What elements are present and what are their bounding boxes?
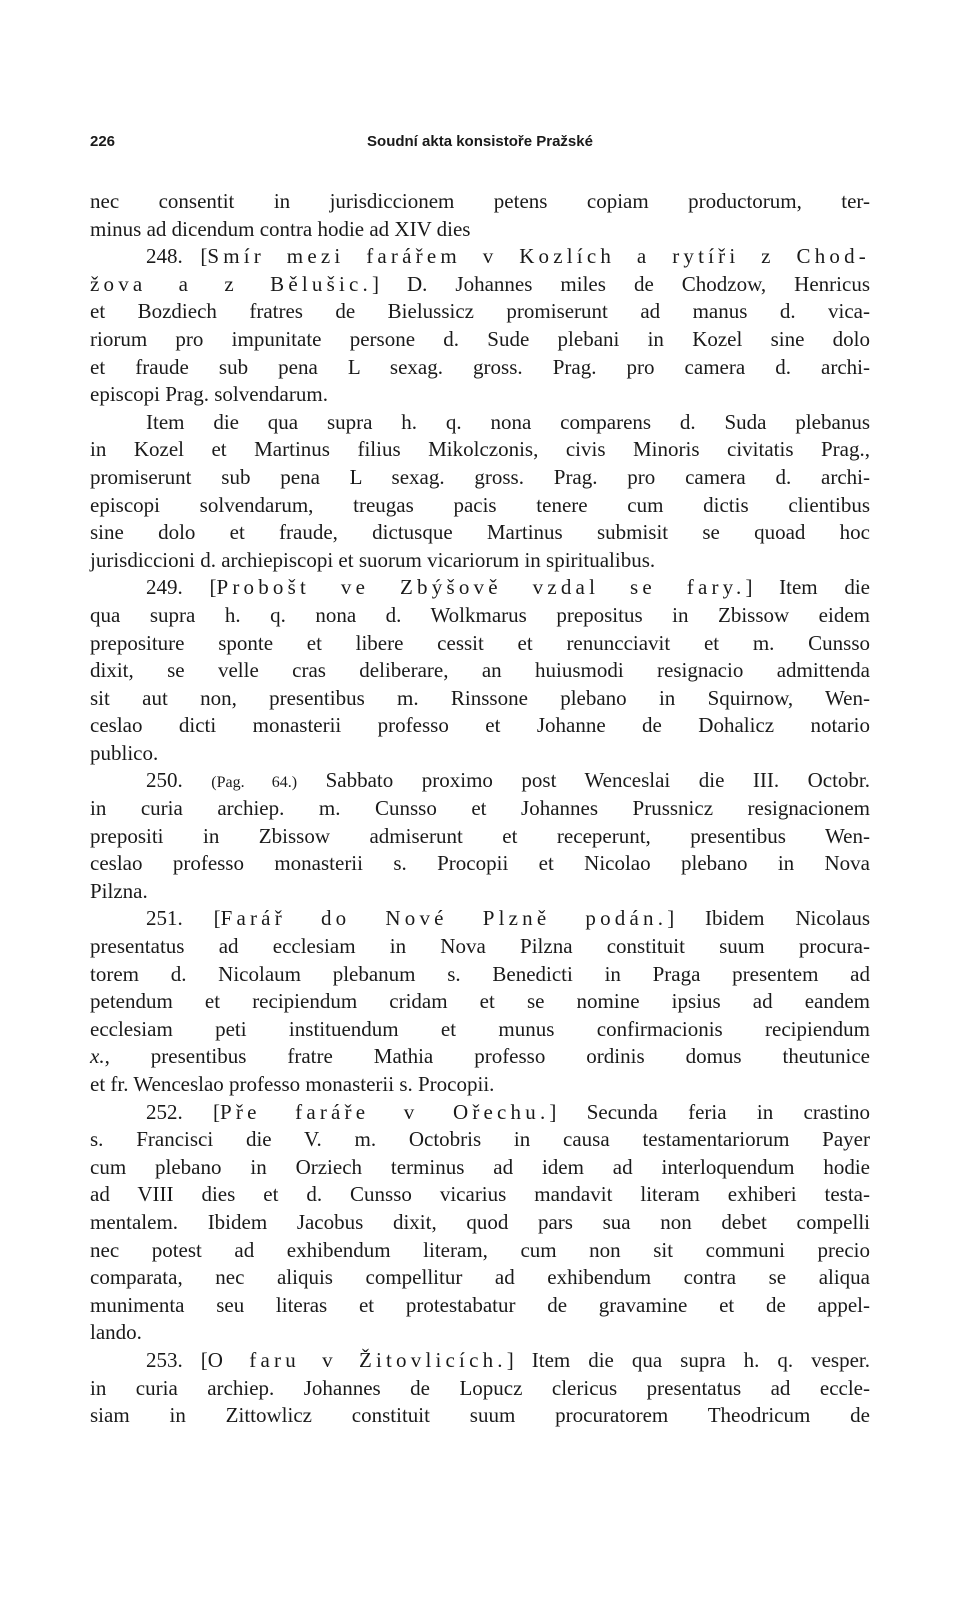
text-line [90, 1264, 870, 1292]
text-line [90, 574, 870, 602]
text-line [90, 381, 870, 409]
text-line [90, 1181, 870, 1209]
text-line [90, 409, 870, 437]
text-segment: 252. [ [146, 1099, 221, 1124]
text-line [90, 1292, 870, 1320]
text-segment: in curia archiep. m. Cunsso et Johannes Prussnicz resignacionem [90, 796, 870, 821]
text-segment: et fraude sub pena L sexag. gross. Prag. pro camera d. archi- [90, 354, 870, 379]
text-segment: ceslao dicti monasterii professo et Johanne de Dohalicz notario [90, 713, 870, 738]
text-segment: prepositure sponte et libere cessit et renuncciavit et m. Cunsso [90, 630, 870, 655]
text-segment: prepositi in Zbissow admiserunt et receperunt, presentibus Wen- [90, 823, 870, 848]
czech-heading-text: Pře faráře v Ořechu. [220, 1099, 550, 1124]
czech-heading-text: O faru v Žitovlicích. [207, 1347, 507, 1372]
text-segment: siam in Zittowlicz constituit suum procuratorem Theodricum de [90, 1403, 870, 1428]
text-segment: minus ad dicendum contra hodie ad XIV dies [90, 216, 471, 241]
text-segment: presentatus ad ecclesiam in Nova Pilzna constituit suum procura- [90, 934, 870, 959]
text-segment: riorum pro impunitate persone d. Sude plebani in Kozel sine dolo [90, 326, 870, 351]
text-segment: cum plebano in Orziech terminus ad idem ad interloquendum hodie [90, 1154, 870, 1179]
text-segment: nec consentit in jurisdiccionem petens copiam productorum, ter- [90, 189, 870, 213]
text-line [90, 326, 870, 354]
text-line [90, 1154, 870, 1182]
text-segment: in Kozel et Martinus filius Mikolczonis, civis Minoris civitatis Prag., [90, 437, 870, 462]
text-segment: 250. [146, 768, 212, 793]
text-segment: x. [90, 1044, 105, 1069]
text-segment: sine dolo et fraude, dictusque Martinus submisit se quoad hoc [90, 520, 870, 545]
text-line [90, 630, 870, 658]
text-segment: lando. [90, 1320, 142, 1345]
text-line [90, 933, 870, 961]
text-segment: ecclesiam peti instituendum et munus confirmacionis recipiendum [90, 1016, 870, 1041]
text-line [90, 436, 870, 464]
text-segment: qua supra h. q. nona d. Wolkmarus prepositus in Zbissow eidem [90, 602, 870, 627]
text-line [90, 657, 870, 685]
text-line [90, 492, 870, 520]
czech-heading-text: žova a z Bělušic. [90, 271, 372, 296]
text-segment: 248. [ [146, 244, 208, 269]
text-segment: ] Secunda feria in crastino [549, 1099, 870, 1124]
text-line [90, 547, 870, 575]
czech-heading-text: Farář do Nové Plzně podán. [220, 906, 668, 931]
text-line [90, 961, 870, 989]
text-line [90, 740, 870, 768]
text-segment: nec potest ad exhibendum literam, cum non sit communi precio [90, 1237, 870, 1262]
text-segment: et Bozdiech fratres de Bielussicz promiserunt ad manus d. vica- [90, 299, 870, 324]
text-line [90, 602, 870, 630]
text-line [90, 823, 870, 851]
text-segment: sit aut non, presentibus m. Rinssone plebano in Squirnow, Wen- [90, 685, 870, 710]
text-segment: episcopi solvendarum, treugas pacis tenere cum dictis clientibus [90, 492, 870, 517]
czech-heading-text: Probošt ve Zbýšově vzdal se fary. [216, 575, 746, 600]
text-segment: ] D. Johannes miles de Chodzow, Henricus [371, 271, 870, 296]
text-line [90, 1016, 870, 1044]
text-line [90, 1237, 870, 1265]
text-segment: petendum et recipiendum cridam et se nomine ipsius ad eandem [90, 989, 870, 1014]
text-line [90, 216, 870, 244]
text-line [90, 1319, 870, 1347]
text-line [90, 1043, 870, 1071]
text-segment: 251. [ [146, 906, 221, 931]
text-line [90, 1099, 870, 1127]
text-segment: , presentibus fratre Mathia professo ordinis domus theutunice [104, 1044, 870, 1069]
text-segment: jurisdiccioni d. archiepiscopi et suorum vicariorum in spiritualibus. [90, 547, 656, 572]
text-segment: dixit, se velle cras deliberare, an huiusmodi resignacio admittenda [90, 658, 870, 683]
text-line [90, 1071, 870, 1099]
running-title: Soudní akta konsistoře Pražské [367, 133, 593, 150]
text-segment: mentalem. Ibidem Jacobus dixit, quod pars sua non debet compelli [90, 1209, 870, 1234]
text-segment: promiserunt sub pena L sexag. gross. Prag. pro camera d. archi- [90, 464, 870, 489]
page-header [90, 133, 870, 157]
text-line [90, 519, 870, 547]
text-line [90, 1347, 870, 1375]
text-line [90, 685, 870, 713]
text-segment: ad VIII dies et d. Cunsso vicarius mandavit literam exhiberi testa- [90, 1182, 870, 1207]
page-number: 226 [90, 133, 116, 150]
text-segment: torem d. Nicolaum plebanum s. Benedicti in Praga presentem ad [90, 961, 870, 986]
text-line [90, 464, 870, 492]
text-segment: in curia archiep. Johannes de Lopucz clericus presentatus ad eccle- [90, 1375, 870, 1400]
text-line [90, 850, 870, 878]
text-segment: s. Francisci die V. m. Octobris in causa testamentariorum Payer [90, 1127, 870, 1152]
body-text [90, 188, 870, 1430]
text-segment: ] Item die qua supra h. q. vesper. [506, 1347, 870, 1372]
text-segment: ceslao professo monasterii s. Procopii et Nicolao plebano in Nova [90, 851, 870, 876]
text-line [90, 271, 870, 299]
text-segment: et fr. Wenceslao professo monasterii s. Procopii. [90, 1072, 495, 1096]
text-segment: ] Ibidem Nicolaus [667, 906, 870, 931]
text-segment: 253. [ [146, 1347, 208, 1372]
text-line [90, 1126, 870, 1154]
text-line [90, 1209, 870, 1237]
text-segment: Sabbato proximo post Wenceslai die III. Octobr. [297, 768, 871, 793]
text-line [90, 354, 870, 382]
text-line [90, 712, 870, 740]
text-segment: (Pag. 64.) [211, 774, 298, 792]
text-segment: Pilzna. [90, 878, 148, 903]
text-segment: comparata, nec aliquis compellitur ad exhibendum contra se aliqua [90, 1265, 870, 1290]
text-line [90, 188, 870, 216]
text-line [90, 298, 870, 326]
text-segment: episcopi Prag. solvendarum. [90, 382, 328, 407]
text-segment: munimenta seu literas et protestabatur de gravamine et de appel- [90, 1292, 870, 1317]
text-line [90, 243, 870, 271]
text-line [90, 795, 870, 823]
text-line [90, 767, 870, 795]
text-segment: publico. [90, 740, 159, 765]
text-line [90, 1402, 870, 1430]
text-line [90, 905, 870, 933]
text-segment: 249. [ [146, 575, 217, 600]
czech-heading-text: Smír mezi farářem v Kozlích a rytíři z Chod- [207, 244, 871, 269]
text-segment: ] Item die [745, 575, 870, 600]
text-line [90, 988, 870, 1016]
text-segment: Item die qua supra h. q. nona comparens d. Suda plebanus [146, 409, 870, 434]
text-line [90, 878, 870, 906]
text-line [90, 1375, 870, 1403]
